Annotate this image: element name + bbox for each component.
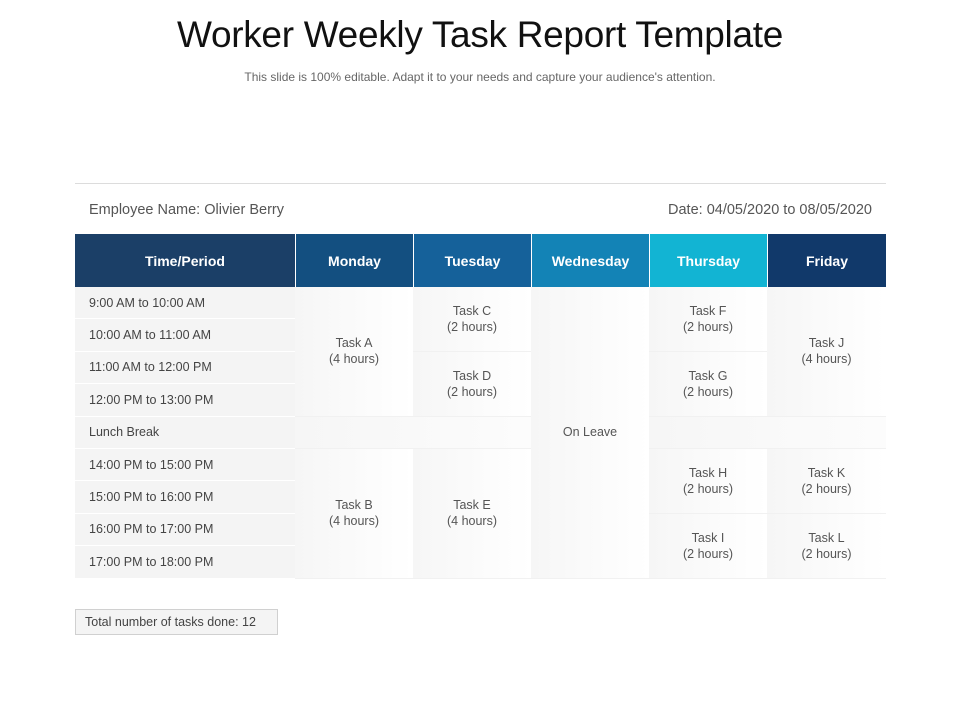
- task-hours: (2 hours): [682, 546, 734, 561]
- header-monday: Monday: [295, 234, 413, 287]
- task-cell-i: [649, 514, 767, 579]
- lunch-blank-cell: [649, 417, 886, 449]
- task-cell-f: [649, 287, 767, 352]
- task-cell-c: [413, 287, 531, 352]
- header-tuesday: Tuesday: [413, 234, 531, 287]
- report-date: Date: 04/05/2020 to 08/05/2020: [668, 202, 872, 218]
- task-cell-d: [413, 352, 531, 417]
- time-slot: 11:00 AM to 12:00 PM: [75, 352, 295, 384]
- task-hours: (2 hours): [682, 384, 734, 399]
- task-hours: (2 hours): [682, 481, 734, 496]
- task-cell-j: [767, 287, 886, 417]
- task-hours: (4 hours): [328, 514, 380, 529]
- task-cell-e: [413, 449, 531, 579]
- lunch-blank-cell: [295, 417, 531, 449]
- task-name: Task K: [807, 465, 846, 480]
- header-thursday: Thursday: [649, 234, 767, 287]
- task-hours: (2 hours): [446, 384, 498, 399]
- task-name: Task D: [452, 368, 492, 383]
- page-title: Worker Weekly Task Report Template: [176, 14, 784, 55]
- task-hours: (2 hours): [801, 546, 852, 561]
- task-cell-k: [767, 449, 886, 514]
- task-hours: (2 hours): [801, 481, 852, 496]
- report-info-bar: [75, 183, 886, 234]
- task-hours: (2 hours): [446, 319, 498, 334]
- header-friday: Friday: [767, 234, 886, 287]
- task-table: [75, 234, 886, 579]
- time-slot: 10:00 AM to 11:00 AM: [75, 319, 295, 351]
- page-subtitle: This slide is 100% editable. Adapt it to your needs and capture your audience's attention.: [244, 70, 716, 84]
- employee-name: Employee Name: Olivier Berry: [89, 202, 284, 218]
- task-hours: (4 hours): [328, 352, 380, 367]
- task-cell-l: [767, 514, 886, 579]
- task-name: Task J: [808, 336, 845, 351]
- task-hours: (2 hours): [682, 319, 734, 334]
- total-tasks-box: Total number of tasks done: 12: [75, 609, 278, 635]
- time-slot: 16:00 PM to 17:00 PM: [75, 514, 295, 546]
- task-hours: (4 hours): [801, 352, 852, 367]
- header-wednesday: Wednesday: [531, 234, 649, 287]
- on-leave-cell: [531, 287, 649, 579]
- task-name: Task C: [452, 303, 492, 318]
- task-name: Task H: [688, 465, 728, 480]
- task-name: Task L: [808, 530, 845, 545]
- time-slot: 9:00 AM to 10:00 AM: [75, 287, 295, 319]
- task-name: Task I: [691, 530, 725, 545]
- task-cell-h: [649, 449, 767, 514]
- task-name: Task A: [335, 336, 373, 351]
- lunch-break-label: Lunch Break: [75, 417, 295, 449]
- task-hours: (4 hours): [446, 514, 498, 529]
- task-name: Task B: [335, 498, 373, 513]
- task-name: Task F: [689, 303, 727, 318]
- time-slot: 12:00 PM to 13:00 PM: [75, 384, 295, 416]
- task-name: Task G: [688, 368, 728, 383]
- task-cell-a: [295, 287, 413, 417]
- task-cell-g: [649, 352, 767, 417]
- header-time-period: Time/Period: [75, 234, 295, 287]
- on-leave-label: On Leave: [562, 425, 618, 440]
- time-slot: 15:00 PM to 16:00 PM: [75, 481, 295, 513]
- task-cell-b: [295, 449, 413, 579]
- time-slot: 17:00 PM to 18:00 PM: [75, 546, 295, 578]
- time-slot: 14:00 PM to 15:00 PM: [75, 449, 295, 481]
- task-name: Task E: [453, 498, 491, 513]
